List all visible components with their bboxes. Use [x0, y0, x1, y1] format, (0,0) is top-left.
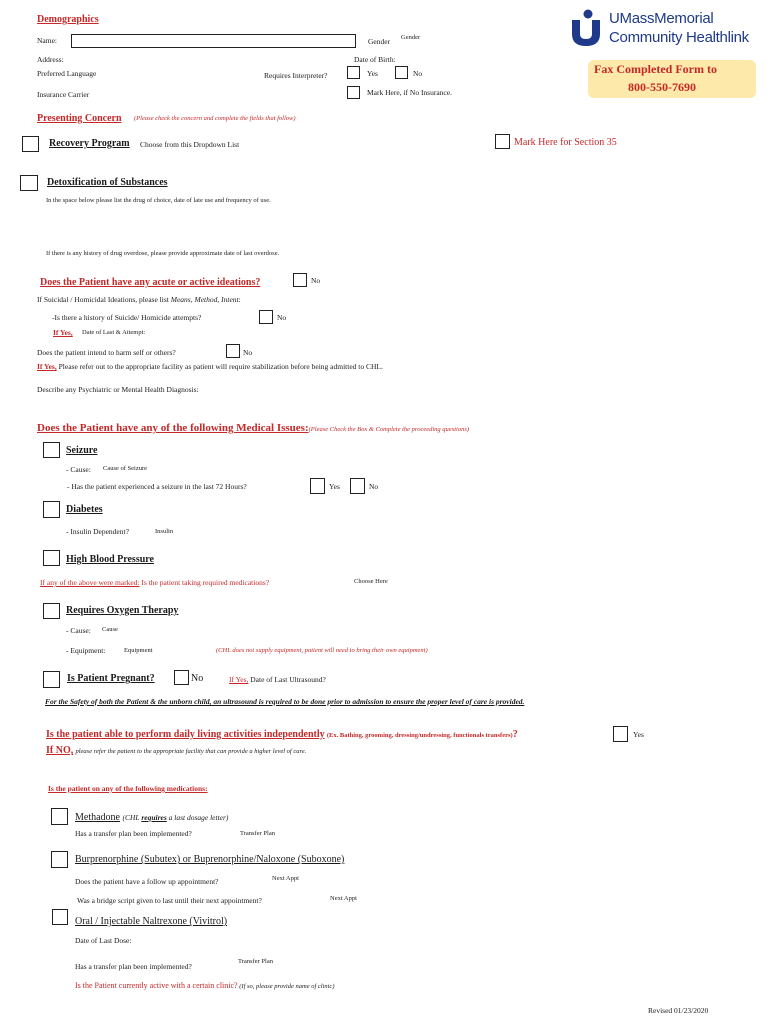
pregnant-label: Is Patient Pregnant? — [67, 673, 155, 684]
methadone-note-c: a last dosage letter) — [166, 813, 229, 822]
fax-number: 800-550-7690 — [628, 80, 696, 94]
bup-checkbox[interactable] — [51, 851, 68, 868]
seizure-cause-field[interactable]: Cause of Seizure — [103, 465, 148, 472]
name-input[interactable] — [71, 34, 356, 48]
bridge-field[interactable]: Next Appt — [330, 895, 357, 902]
section35-label: Mark Here for Section 35 — [514, 137, 617, 148]
meds-line — [40, 578, 269, 587]
ideations-question: Does the Patient have any acute or active ideations? — [40, 277, 261, 288]
daily-yes-checkbox[interactable] — [613, 726, 628, 742]
medical-note: (Please Check the Box & Complete the proceeding questions) — [308, 426, 470, 433]
revised-date: Revised 01/23/2020 — [648, 1006, 709, 1015]
ideations-list-italic: Means, Method, Intent — [170, 295, 239, 304]
daily-line — [46, 729, 518, 740]
dob-label: Date of Birth: — [354, 55, 396, 64]
fax-line1: Fax Completed Form to — [594, 62, 717, 76]
logo — [568, 8, 758, 52]
followup-field[interactable]: Next Appt — [272, 875, 299, 882]
methadone-line — [75, 812, 228, 823]
daily-refer-line — [46, 745, 306, 756]
ultrasound-ifyes: If Yes, — [229, 675, 249, 684]
ideations-no-label: No — [311, 276, 321, 285]
naltrexone-transfer-question: Has a transfer plan been implemented? — [75, 962, 192, 971]
address-label: Address: — [37, 55, 64, 64]
ideations-list-line — [37, 295, 241, 304]
ideations-list-suffix: : — [238, 295, 241, 304]
ifyes-refer: If Yes, — [37, 362, 57, 371]
pregnant-checkbox[interactable] — [43, 671, 60, 688]
gender-select[interactable]: Gender — [401, 34, 421, 41]
daily-qmark: ? — [512, 729, 518, 740]
seizure72-question: - Has the patient experienced a seizure in the last 72 Hours? — [67, 482, 247, 491]
psych-label: Describe any Psychiatric or Mental Health Diagnosis: — [37, 385, 199, 394]
methadone-note-a: (CHL — [122, 813, 142, 822]
refer-line — [37, 362, 383, 371]
interpreter-label: Requires Interpreter? — [264, 71, 328, 80]
interpreter-no-label: No — [413, 69, 423, 78]
bridge-question: Was a bridge script given to last until their next appointment? — [77, 896, 262, 905]
hbp-label: High Blood Pressure — [66, 554, 154, 565]
oxygen-cause-label: - Cause: — [66, 626, 91, 635]
harm-no-checkbox[interactable] — [226, 344, 240, 358]
clinic-question: Is the Patient currently active with a certain clinic? — [75, 981, 238, 990]
harm-no-label: No — [243, 348, 253, 357]
insurance-label: Insurance Carrier — [37, 90, 90, 99]
interpreter-no-checkbox[interactable] — [395, 66, 408, 79]
naltrexone-checkbox[interactable] — [52, 909, 68, 925]
detox-label: Detoxification of Substances — [47, 177, 168, 188]
recovery-dropdown[interactable]: Choose from this Dropdown List — [140, 140, 240, 149]
no-insurance-checkbox[interactable] — [347, 86, 360, 99]
oxygen-cause-field[interactable]: Cause — [102, 626, 118, 633]
fax-callout — [588, 60, 756, 98]
methadone-checkbox[interactable] — [51, 808, 68, 825]
taking-meds-dropdown[interactable]: Choose Here — [354, 578, 388, 585]
oxygen-label: Requires Oxygen Therapy — [66, 605, 179, 616]
methadone-label: Methadone — [75, 812, 120, 823]
daily-question: Is the patient able to perform daily living activities independently — [46, 729, 325, 740]
equipment-note: (CHL does not supply equipment, patient will need to bring their own equipment) — [216, 647, 428, 654]
language-label: Preferred Language — [37, 69, 97, 78]
last-attempt-label: Date of Last & Attempt: — [82, 329, 146, 336]
insulin-field[interactable]: Insulin — [155, 528, 174, 535]
seizure-cause-label: - Cause: — [66, 465, 91, 474]
attempt-history-no-checkbox[interactable] — [259, 310, 273, 324]
name-label: Name: — [37, 36, 57, 45]
medications-heading: Is the patient on any of the following medications: — [48, 784, 208, 793]
seizure-checkbox[interactable] — [43, 442, 60, 458]
logo-mark-icon — [568, 8, 604, 50]
seizure-label: Seizure — [66, 445, 98, 456]
attempt-history-no-label: No — [277, 313, 287, 322]
insulin-label: - Insulin Dependent? — [66, 527, 129, 536]
refer-text: Please refer out to the appropriate facility as patient will require stabilization before being admitted to CHL. — [58, 362, 383, 371]
hbp-checkbox[interactable] — [43, 550, 60, 566]
methadone-note-b: requires — [141, 813, 167, 822]
seizure72-no-label: No — [369, 482, 379, 491]
oxygen-checkbox[interactable] — [43, 603, 60, 619]
gender-label: Gender — [368, 37, 391, 46]
equipment-field[interactable]: Equipment — [124, 647, 153, 654]
ultrasound-line — [229, 675, 326, 684]
marked-label: If any of the above were marked: — [40, 578, 140, 587]
overdose-note: If there is any history of drug overdose, please provide approximate date of last overdose. — [46, 250, 280, 257]
diabetes-checkbox[interactable] — [43, 501, 60, 518]
daily-examples: (Ex. Bathing, grooming, dressing/undressing, functionals transfers) — [326, 732, 513, 739]
logo-line2: Community Healthlink — [609, 29, 749, 46]
ultrasound-label: Date of Last Ultrasound? — [250, 675, 326, 684]
pregnant-no-checkbox[interactable] — [174, 670, 189, 685]
equipment-label: - Equipment: — [66, 646, 106, 655]
diabetes-label: Diabetes — [66, 504, 103, 515]
recovery-label: Recovery Program — [49, 138, 130, 149]
presenting-heading: Presenting Concern — [37, 113, 122, 124]
detox-checkbox[interactable] — [20, 175, 38, 191]
bup-label: Burprenorphine (Subutex) or Buprenorphine/Naloxone (Suboxone) — [75, 854, 345, 865]
daily-refer: please refer the patient to the appropriate facility that can provide a higher level of care. — [75, 748, 307, 755]
naltrexone-transfer-field[interactable]: Transfer Plan — [238, 958, 273, 965]
harm-question: Does the patient intend to harm self or others? — [37, 348, 176, 357]
presenting-note: (Please check the concern and complete the fields that follow) — [134, 115, 296, 122]
safety-note: For the Safety of both the Patient & the unborn child, an ultrasound is required to be done prior to admission to ensure the proper level of care is provided. — [45, 697, 525, 706]
last-dose-label: Date of Last Dose: — [75, 936, 132, 945]
medical-heading-line — [37, 422, 469, 434]
interpreter-yes-label: Yes — [367, 69, 378, 78]
daily-ifno: If NO, — [46, 745, 74, 756]
seizure72-yes-label: Yes — [329, 482, 340, 491]
interpreter-yes-checkbox[interactable] — [347, 66, 360, 79]
medical-heading: Does the Patient have any of the following Medical Issues: — [37, 422, 309, 434]
section35-checkbox[interactable] — [495, 134, 510, 149]
no-insurance-label: Mark Here, if No Insurance. — [367, 88, 452, 97]
clinic-note: (If so, please provide name of clinic) — [239, 983, 335, 990]
recovery-checkbox[interactable] — [22, 136, 39, 152]
seizure72-no-checkbox[interactable] — [350, 478, 365, 494]
logo-line1: UMassMemorial — [609, 10, 714, 27]
clinic-line — [75, 981, 334, 990]
followup-question: Does the patient have a follow up appointment? — [75, 877, 219, 886]
naltrexone-label: Oral / Injectable Naltrexone (Vivitrol) — [75, 916, 228, 927]
methadone-transfer-field[interactable]: Transfer Plan — [240, 830, 275, 837]
pregnant-no-label: No — [191, 673, 204, 684]
attempt-history-question: -Is there a history of Suicide/ Homicide attempts? — [52, 313, 202, 322]
demographics-heading: Demographics — [37, 14, 99, 25]
daily-yes-label: Yes — [633, 730, 644, 739]
seizure72-yes-checkbox[interactable] — [310, 478, 325, 494]
ideations-no-checkbox[interactable] — [293, 273, 307, 287]
ideations-list-prefix: If Suicidal / Homicidal Ideations, please list — [37, 295, 171, 304]
detox-note: In the space below please list the drug of choice, date of late use and frequency of use. — [46, 197, 271, 204]
methadone-transfer-question: Has a transfer plan been implemented? — [75, 829, 192, 838]
taking-meds-question: Is the patient taking required medications? — [141, 578, 270, 587]
ifyes-attempt: If Yes, — [53, 328, 73, 337]
